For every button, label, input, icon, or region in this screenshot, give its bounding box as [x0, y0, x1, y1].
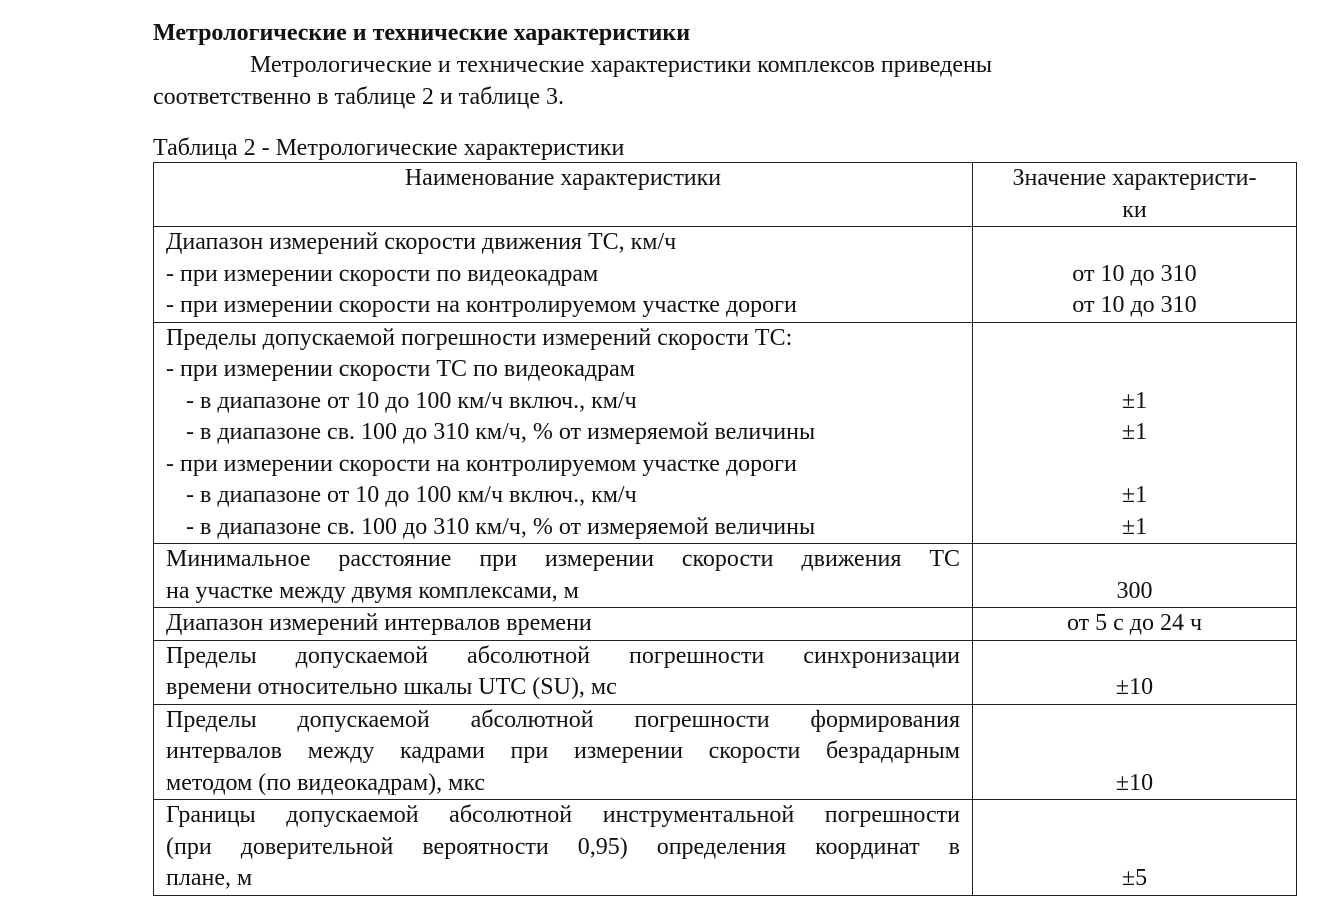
characteristic-value: ±1	[1121, 482, 1148, 508]
header-name-label: Наименование характеристики	[404, 165, 722, 191]
characteristic-line: - в диапазоне от 10 до 100 км/ч включ., км/ч	[186, 482, 637, 508]
characteristic-line: времени относительно шкалы UTC (SU), мс	[166, 674, 617, 700]
characteristic-value: ±1	[1121, 387, 1148, 414]
characteristic-line: - в диапазоне св. 100 до 310 км/ч, % от измеряемой величины	[186, 419, 816, 445]
characteristic-value: ±1	[1121, 513, 1148, 540]
characteristic-name-cell	[154, 227, 973, 323]
characteristic-line: Диапазон измерений скорости движения ТС, км/ч	[166, 229, 677, 255]
metrological-table	[153, 162, 1297, 896]
characteristic-value	[985, 323, 1284, 355]
characteristic-line: - в диапазоне от 10 до 100 км/ч включ., км/ч	[186, 387, 637, 414]
characteristic-value	[985, 641, 1284, 673]
characteristic-value: от 5 с до 24 ч	[1066, 610, 1203, 636]
characteristic-line: - при измерении скорости по видеокадрам	[166, 260, 599, 287]
characteristic-line: Пределы допускаемой абсолютной погрешности синхронизации	[166, 642, 960, 669]
characteristic-value	[985, 705, 1284, 737]
characteristic-line: интервалов между кадрами при измерении скорости безрадарным	[166, 738, 960, 764]
characteristic-line: методом (по видеокадрам), мкс	[166, 769, 486, 796]
characteristic-value-cell	[973, 640, 1297, 704]
section-title: Метрологические и технические характеристики	[153, 20, 691, 46]
table-row	[154, 608, 1297, 641]
table-row	[154, 704, 1297, 800]
characteristic-name-cell	[154, 608, 973, 641]
characteristic-name-cell	[154, 800, 973, 896]
table-header-row	[154, 163, 1297, 227]
characteristic-value: ±1	[1121, 419, 1148, 445]
characteristic-line: Границы допускаемой абсолютной инструментальной погрешности	[166, 802, 960, 828]
characteristic-value	[985, 544, 1284, 576]
characteristic-line: - в диапазоне св. 100 до 310 км/ч, % от измеряемой величины	[186, 513, 816, 540]
characteristic-value: от 10 до 310	[1072, 292, 1197, 318]
header-name-cell	[154, 163, 973, 227]
table-row	[154, 640, 1297, 704]
characteristic-value	[985, 354, 1284, 386]
characteristic-value	[985, 449, 1284, 481]
characteristic-line: Минимальное расстояние при измерении скорости движения ТС	[166, 546, 960, 572]
characteristic-line: Диапазон измерений интервалов времени	[166, 610, 592, 636]
characteristic-line: (при доверительной вероятности 0,95) определения координат в	[166, 833, 960, 860]
characteristic-name-cell	[154, 640, 973, 704]
characteristic-value: ±10	[1115, 769, 1154, 796]
table-row	[154, 544, 1297, 608]
characteristic-name-cell	[154, 322, 973, 544]
table-row	[154, 322, 1297, 544]
table-row	[154, 800, 1297, 896]
characteristic-line: - при измерении скорости ТС по видеокадрам	[166, 356, 635, 382]
characteristic-name-cell	[154, 544, 973, 608]
intro-paragraph-line: Метрологические и технические характеристики комплексов приведены	[250, 52, 992, 78]
characteristic-value-cell	[973, 544, 1297, 608]
characteristic-line: плане, м	[166, 865, 253, 891]
characteristic-value-cell	[973, 800, 1297, 896]
characteristic-value-cell	[973, 704, 1297, 800]
characteristic-value	[985, 736, 1284, 768]
characteristic-value	[985, 800, 1284, 832]
characteristic-name-cell	[154, 704, 973, 800]
characteristic-line: - при измерении скорости на контролируемом участке дороги	[166, 450, 797, 477]
header-value-label-line: Значение характеристи-	[1012, 165, 1257, 191]
characteristic-value-cell	[973, 608, 1297, 641]
table-row	[154, 227, 1297, 323]
table-caption: Таблица 2 - Метрологические характеристики	[153, 135, 625, 161]
characteristic-value	[985, 227, 1284, 259]
characteristic-value: от 10 до 310	[1072, 260, 1197, 287]
intro-paragraph-line: соответственно в таблице 2 и таблице 3.	[153, 84, 565, 110]
characteristic-value	[985, 832, 1284, 864]
characteristic-value: ±10	[1115, 674, 1154, 700]
characteristic-value: 300	[1116, 577, 1153, 604]
header-value-label-line: ки	[1122, 196, 1147, 223]
characteristic-value-cell	[973, 322, 1297, 544]
characteristic-line: Пределы допускаемой абсолютной погрешности формирования	[166, 706, 960, 733]
characteristic-value-cell	[973, 227, 1297, 323]
characteristic-line: на участке между двумя комплексами, м	[166, 577, 579, 604]
characteristic-line: - при измерении скорости на контролируемом участке дороги	[166, 292, 797, 318]
characteristic-line: Пределы допускаемой погрешности измерений скорости ТС:	[166, 324, 793, 351]
characteristic-value: ±5	[1121, 865, 1148, 891]
header-value-cell	[973, 163, 1297, 227]
